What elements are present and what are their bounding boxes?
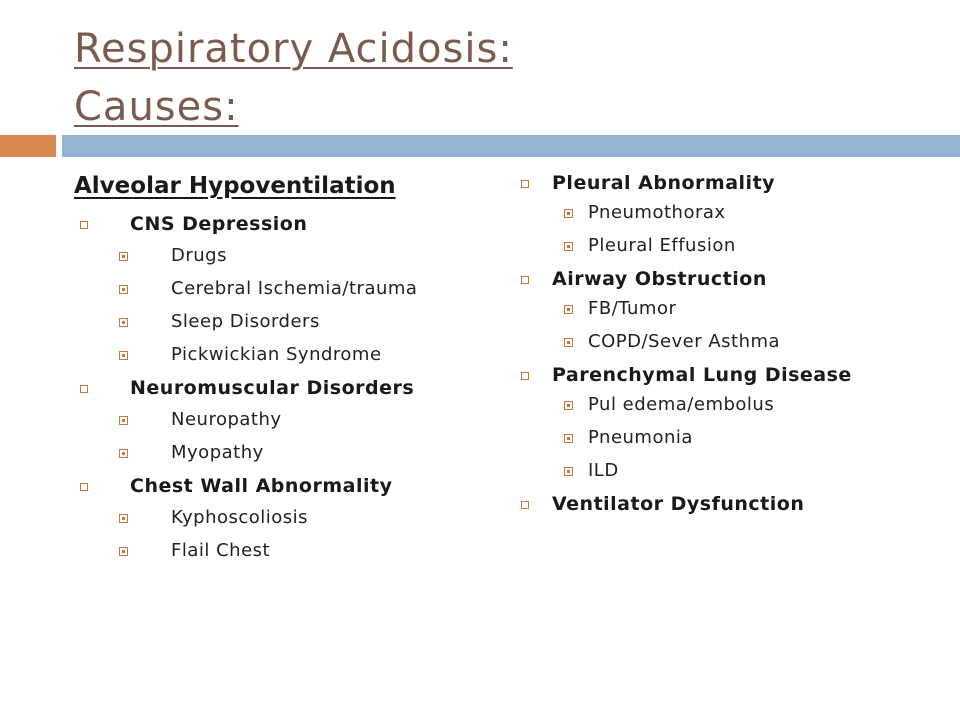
title-line-1: Respiratory Acidosis: xyxy=(74,26,513,72)
filled-square-bullet-icon xyxy=(564,305,573,314)
square-bullet-icon xyxy=(80,221,88,229)
cause-item xyxy=(520,491,940,517)
sub-cause-label: ILD xyxy=(588,460,619,481)
sub-cause-label: Myopathy xyxy=(171,442,264,463)
sub-cause-label: Neuropathy xyxy=(171,409,282,430)
cause-item xyxy=(74,473,474,499)
left-column xyxy=(74,170,474,571)
cause-group-ventilator xyxy=(520,491,940,517)
cause-label: Airway Obstruction xyxy=(552,268,767,290)
sub-cause-item xyxy=(74,505,474,531)
square-bullet-icon xyxy=(521,276,529,284)
sub-cause-label: Sleep Disorders xyxy=(171,311,320,332)
right-column xyxy=(520,170,940,521)
filled-square-bullet-icon xyxy=(119,252,128,261)
filled-square-bullet-icon xyxy=(564,209,573,218)
cause-group-airway xyxy=(520,266,940,355)
cause-label: Parenchymal Lung Disease xyxy=(552,364,852,386)
cause-label: CNS Depression xyxy=(130,213,308,235)
sub-cause-label: Drugs xyxy=(171,245,227,266)
sub-cause-label: Pul edema/embolus xyxy=(588,394,775,415)
cause-group-cns xyxy=(74,211,474,368)
sub-cause-item xyxy=(520,233,940,259)
sub-cause-label: Pneumothorax xyxy=(588,202,726,223)
cause-label: Neuromuscular Disorders xyxy=(130,377,415,399)
sub-cause-label: Pleural Effusion xyxy=(588,235,736,256)
sub-cause-item xyxy=(520,425,940,451)
cause-group-neuromuscular xyxy=(74,375,474,466)
cause-group-parenchymal xyxy=(520,362,940,484)
cause-item xyxy=(520,266,940,292)
sub-cause-item xyxy=(74,538,474,564)
sub-cause-label: Pneumonia xyxy=(588,427,693,448)
sub-cause-item xyxy=(74,407,474,433)
cause-item xyxy=(74,211,474,237)
square-bullet-icon xyxy=(521,372,529,380)
cause-label: Pleural Abnormality xyxy=(552,172,776,194)
cause-group-pleural xyxy=(520,170,940,259)
cause-item xyxy=(520,362,940,388)
square-bullet-icon xyxy=(521,180,529,188)
filled-square-bullet-icon xyxy=(564,467,573,476)
cause-group-chest-wall xyxy=(74,473,474,564)
sub-cause-item xyxy=(74,276,474,302)
sub-cause-label: FB/Tumor xyxy=(588,298,677,319)
filled-square-bullet-icon xyxy=(119,416,128,425)
cause-item xyxy=(520,170,940,196)
slide-title xyxy=(74,20,513,136)
square-bullet-icon xyxy=(80,385,88,393)
accent-bar-orange xyxy=(0,135,56,157)
filled-square-bullet-icon xyxy=(564,338,573,347)
cause-label: Chest Wall Abnormality xyxy=(130,475,393,497)
filled-square-bullet-icon xyxy=(119,318,128,327)
filled-square-bullet-icon xyxy=(119,285,128,294)
sub-cause-item xyxy=(74,342,474,368)
filled-square-bullet-icon xyxy=(119,514,128,523)
sub-cause-item xyxy=(520,296,940,322)
title-line-2: Causes: xyxy=(74,84,239,130)
sub-cause-label: COPD/Sever Asthma xyxy=(588,331,781,352)
sub-cause-label: Flail Chest xyxy=(171,540,271,561)
sub-cause-item xyxy=(520,392,940,418)
sub-cause-item xyxy=(74,309,474,335)
cause-label: Ventilator Dysfunction xyxy=(552,493,805,515)
square-bullet-icon xyxy=(521,501,529,509)
sub-cause-item xyxy=(74,440,474,466)
cause-item xyxy=(74,375,474,401)
sub-cause-label: Kyphoscoliosis xyxy=(171,507,309,528)
accent-bar-blue xyxy=(62,135,960,157)
filled-square-bullet-icon xyxy=(119,547,128,556)
filled-square-bullet-icon xyxy=(119,449,128,458)
filled-square-bullet-icon xyxy=(564,434,573,443)
sub-cause-item xyxy=(520,200,940,226)
sub-cause-label: Pickwickian Syndrome xyxy=(171,344,382,365)
filled-square-bullet-icon xyxy=(564,401,573,410)
filled-square-bullet-icon xyxy=(564,242,573,251)
square-bullet-icon xyxy=(80,483,88,491)
sub-cause-label: Cerebral Ischemia/trauma xyxy=(171,278,418,299)
sub-cause-item xyxy=(520,329,940,355)
sub-cause-item xyxy=(520,458,940,484)
section-heading: Alveolar Hypoventilation xyxy=(74,173,396,199)
sub-cause-item xyxy=(74,243,474,269)
filled-square-bullet-icon xyxy=(119,351,128,360)
